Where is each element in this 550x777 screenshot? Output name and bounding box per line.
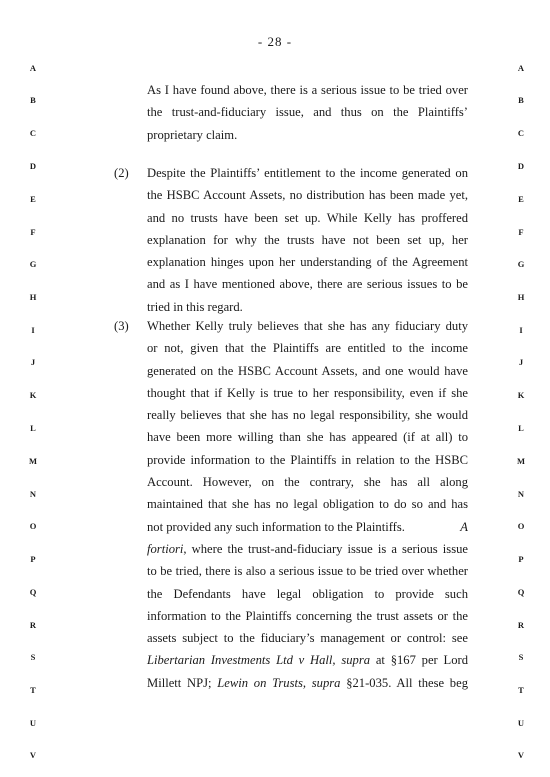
text-line: Account. However, on the contrary, she has all along (147, 475, 468, 490)
margin-letter: C (517, 128, 525, 138)
margin-letter: U (517, 718, 525, 728)
page-number: - 28 - (257, 34, 293, 49)
text-line: the HSBC Account Assets, no distribution has been made yet, (147, 188, 468, 203)
margin-letter: D (517, 161, 525, 171)
text-line: to be tried, there is also a serious issue to be tried over whether (147, 564, 468, 579)
margin-letter: I (31, 325, 35, 335)
margin-letter: B (518, 95, 524, 105)
text-line-fortiori: fortiori, where the trust-and-fiduciary issue is a serious issue (147, 541, 468, 556)
text-line: the Defendants have legal obligation to provide such (147, 586, 468, 601)
text-segment: not provided any such information to the Plaintiffs. (147, 519, 405, 534)
margin-letter: D (29, 161, 37, 171)
margin-letter: P (518, 554, 524, 564)
margin-letter: F (30, 227, 36, 237)
margin-letter: K (517, 390, 525, 400)
margin-letter: N (517, 489, 525, 499)
margin-letter: B (30, 95, 36, 105)
margin-letter: Q (517, 587, 525, 597)
margin-letter: T (518, 685, 524, 695)
text-line: thought that if Kelly is true to her responsibility, even if she (147, 385, 468, 400)
margin-letter: O (29, 521, 37, 531)
margin-letter: E (518, 194, 524, 204)
margin-letter: M (516, 456, 526, 466)
text-line: and as I have mentioned above, there are serious issues to be (147, 277, 468, 292)
italic-text: Lewin on Trusts, supra (217, 675, 341, 690)
margin-letter: O (517, 521, 525, 531)
text-line: Whether Kelly truly believes that she has any fiduciary duty (147, 319, 468, 333)
margin-letter: K (29, 390, 37, 400)
margin-letter: H (29, 292, 37, 302)
paragraph-continuation (147, 79, 468, 146)
text-line: As I have found above, there is a serious issue to be tried over (147, 83, 468, 97)
text-line: assets subject to the fiduciary’s management or control: see (147, 631, 468, 646)
margin-letter: J (518, 357, 524, 367)
margin-letter: L (30, 423, 36, 433)
text-line-lewin: Millett NPJ; Lewin on Trusts, supra §21-035. All these beg (147, 675, 468, 690)
margin-letter: E (30, 194, 36, 204)
margin-letter: G (29, 259, 37, 269)
text-line: the trust-and-fiduciary issue, and thus on the Plaintiffs’ (147, 105, 468, 120)
text-line: proprietary claim. (147, 127, 238, 142)
paragraph-number: (3) (114, 319, 129, 333)
italic-text: Libertarian Investments Ltd v Hall, supra (147, 653, 371, 668)
margin-letter: C (29, 128, 37, 138)
text-line: tried in this regard. (147, 299, 243, 314)
margin-letter: L (518, 423, 524, 433)
margin-letter: V (517, 750, 525, 760)
margin-letter: A (29, 63, 37, 73)
margin-letter: Q (29, 587, 37, 597)
margin-letter: S (518, 652, 524, 662)
margin-letter: R (29, 620, 37, 630)
text-line: really believes that she has no legal responsibility, she would (147, 408, 468, 423)
margin-letter: G (517, 259, 525, 269)
margin-letter: U (29, 718, 37, 728)
text-line: maintained that she has no legal obligation to do so and has (147, 497, 468, 512)
text-line: explanation hinges upon her understanding of the Agreement (147, 255, 468, 270)
text-line-libertarian: Libertarian Investments Ltd v Hall, supra at §167 per Lord (147, 653, 468, 668)
text-line: provide information to the Plaintiffs in relation to the HSBC (147, 452, 468, 467)
text-line: explanation for why the trusts have not been set up, her (147, 232, 468, 247)
margin-letter: R (517, 620, 525, 630)
margin-letter: F (518, 227, 524, 237)
margin-letter: T (30, 685, 36, 695)
text-line: and no trusts have been set up. While Kelly has proffered (147, 210, 468, 225)
text-line: Despite the Plaintiffs’ entitlement to the income generated on (147, 166, 468, 180)
margin-letter: A (517, 63, 525, 73)
paragraph-number: (2) (114, 166, 129, 180)
text-line: information to the Plaintiffs concerning the trust assets or the (147, 608, 468, 623)
paragraph-3 (147, 315, 468, 694)
margin-letter: V (29, 750, 37, 760)
margin-letter: S (30, 652, 36, 662)
margin-letter: H (517, 292, 525, 302)
text-line-with-italic-a (147, 516, 468, 538)
italic-a: A (460, 519, 468, 534)
margin-letter: N (29, 489, 37, 499)
italic-text: fortiori (147, 541, 184, 556)
margin-letter: I (519, 325, 523, 335)
margin-letter: J (30, 357, 36, 367)
margin-letter: M (28, 456, 38, 466)
text-line: or not, given that the Plaintiffs are entitled to the income (147, 341, 468, 356)
text-line: have been more willing than she has appeared (if at all) to (147, 430, 468, 445)
text-line: generated on the HSBC Account Assets, and one would have (147, 363, 468, 378)
paragraph-2 (147, 162, 468, 318)
margin-letter: P (30, 554, 36, 564)
